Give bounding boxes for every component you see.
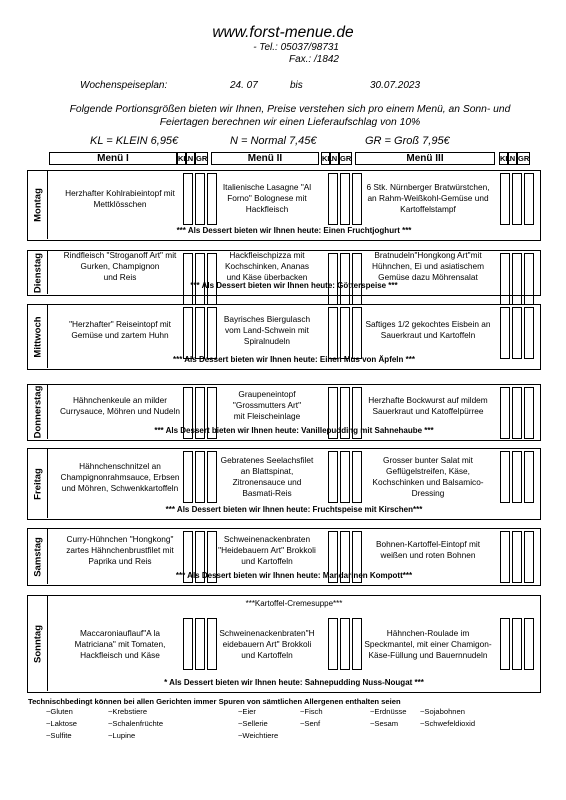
menu-1-dish <box>52 251 188 281</box>
order-box-n[interactable] <box>340 451 350 503</box>
dessert-line: * Als Dessert bieten wir Ihnen heute: Sahnepudding Nuss-Nougat *** <box>164 678 424 687</box>
order-box-n[interactable] <box>512 451 522 503</box>
header-gr-2: GR <box>340 154 352 163</box>
order-boxes-menu-3 <box>500 618 536 670</box>
dish-text: Herzhafter Kohlrabieintopf mit Mettklösschen <box>65 187 175 209</box>
order-box-kl[interactable] <box>183 451 193 503</box>
dish-text: Hackfleischpizza mit Kochschinken, Ananas und Käse überbacken <box>225 249 309 282</box>
menu-2-dish <box>202 449 332 505</box>
day-block-mittwoch <box>27 304 541 370</box>
allergen-item: ~Weichtiere <box>238 731 279 740</box>
website-title: www.forst-menue.de <box>212 24 354 41</box>
order-box-n[interactable] <box>340 253 350 305</box>
order-box-n[interactable] <box>340 307 350 359</box>
day-name: Freitag <box>32 467 43 500</box>
order-box-gr[interactable] <box>524 253 534 305</box>
header-menu-1: Menü I <box>49 152 177 165</box>
menu-3-dish <box>350 529 506 571</box>
header-menu-3: Menü III <box>355 152 495 165</box>
order-box-n[interactable] <box>512 618 522 670</box>
order-box-gr[interactable] <box>524 307 534 359</box>
date-to: 30.07.2023 <box>370 80 421 91</box>
header-menu-2: Menü II <box>211 152 319 165</box>
day-block-montag <box>27 170 541 241</box>
dessert-line: *** Als Dessert bieten wir Ihnen heute: Einen Fruchtjoghurt *** <box>176 226 412 235</box>
dish-text: 6 Stk. Nürnberger Bratwürstchen, an Rahm-Weißkohl-Gemüse und Kartoffelstampf <box>366 182 490 214</box>
order-box-kl[interactable] <box>183 173 193 225</box>
allergen-item: ~Laktose <box>46 719 78 728</box>
dish-text: Bratnudeln"Hongkong Art"mit Hühnchen, Ei und asiatischem Gemüse dazu Möhrensalat <box>371 249 485 282</box>
allergen-item: ~Gluten <box>46 707 73 716</box>
order-boxes-menu-3 <box>500 307 536 359</box>
dish-text: Bayrisches Biergulasch vom Land-Schwein mit Spiralnudeln <box>223 313 311 346</box>
day-label <box>28 529 48 584</box>
allergen-item: ~Fisch <box>300 707 323 716</box>
size-normal: N = Normal 7,45€ <box>230 135 317 147</box>
day-name: Sonntag <box>32 624 43 663</box>
menu-2-dish <box>202 251 332 281</box>
allergen-item: ~Sellerie <box>238 719 268 728</box>
menu-2-dish <box>202 171 332 226</box>
order-box-kl[interactable] <box>183 253 193 305</box>
order-boxes-menu-3 <box>500 173 536 225</box>
date-separator: bis <box>290 80 303 91</box>
dish-text: Grosser bunter Salat mit Geflügelstreifen, Käse, Kochschinken und Balsamico- Dressing <box>372 455 484 498</box>
menu-3-dish <box>350 449 506 505</box>
day-name: Donnerstag <box>32 385 43 439</box>
soup-of-day: ***Kartoffel-Cremesuppe*** <box>245 599 343 608</box>
day-block-sonntag <box>27 595 541 693</box>
order-box-kl[interactable] <box>500 618 510 670</box>
allergen-item: ~Schwefeldioxid <box>420 719 476 728</box>
menu-2-dish <box>202 385 332 426</box>
order-box-kl[interactable] <box>500 253 510 305</box>
allergen-item: ~Lupine <box>108 731 136 740</box>
menu-1-dish <box>52 171 188 226</box>
dish-text: Herzhafte Bockwurst auf mildem Sauerkraut und Katoffelpürree <box>368 394 488 416</box>
order-box-n[interactable] <box>340 173 350 225</box>
allergen-item: ~Eier <box>238 707 256 716</box>
header-n-3: N <box>509 154 516 163</box>
allergen-item: ~Schalenfrüchte <box>108 719 164 728</box>
header-kl-1: KL <box>178 154 188 163</box>
dessert-line: *** Als Dessert bieten wir Ihnen heute: Götterspeise *** <box>190 281 398 290</box>
dish-text: Rindfleisch "Stroganoff Art" mit Gurken, Champignon und Reis <box>63 249 177 282</box>
order-box-kl[interactable] <box>328 307 338 359</box>
order-box-kl[interactable] <box>328 253 338 305</box>
order-box-gr[interactable] <box>524 618 534 670</box>
size-gr: GR = Groß 7,95€ <box>365 135 450 147</box>
dish-text: Graupeneintopf "Grossmutters Art" mit Fleischeinlage <box>232 389 302 421</box>
intro-line-1: Folgende Portionsgrößen bieten wir Ihnen, Preise verstehen sich pro einem Menü, an Sonn- und <box>69 104 511 115</box>
header-kl-2: KL <box>322 154 332 163</box>
day-name: Dienstag <box>32 252 43 293</box>
day-block-samstag <box>27 528 541 586</box>
dessert-line: *** Als Dessert bieten wir Ihnen heute: Einen Mus von Äpfeln *** <box>173 355 415 364</box>
menu-1-dish <box>52 529 188 571</box>
day-label <box>28 449 48 518</box>
day-name: Samstag <box>32 536 43 577</box>
allergen-item: ~Sesam <box>370 719 399 728</box>
order-box-n[interactable] <box>340 618 350 670</box>
dish-text: Saftiges 1/2 gekochtes Eisbein an Sauerkraut und Kartoffeln <box>365 319 491 340</box>
menu-3-dish <box>350 171 506 226</box>
order-box-gr[interactable] <box>524 173 534 225</box>
order-boxes-menu-3 <box>500 253 536 305</box>
dessert-line: *** Als Dessert bieten wir Ihnen heute: Vanillepudding mit Sahnehaube *** <box>154 426 434 435</box>
dish-text: Maccaroniauflauf"A la Matriciana" mit Tomaten, Hackfleisch und Käse <box>74 627 166 660</box>
dish-text: Curry-Hühnchen "Hongkong" zartes Hähnchenbrustfilet mit Paprika und Reis <box>66 533 174 566</box>
header-gr-3: GR <box>518 154 530 163</box>
dish-text: Bohnen-Kartoffel-Eintopf mit weißen und roten Bohnen <box>375 539 481 560</box>
day-name: Montag <box>32 188 43 222</box>
dish-text: Schweinenackenbraten "Heidebauern Art" Brokkoli und Kartoffeln <box>218 533 316 566</box>
dish-text: Schweinenackenbraten"H eidebauern Art" Brokkoli und Kartoffeln <box>219 627 315 660</box>
dessert-line: *** Als Dessert bieten wir Ihnen heute: Mandarinen Kompott*** <box>175 571 413 580</box>
menu-2-dish <box>202 529 332 571</box>
date-from: 24. 07 <box>230 80 258 91</box>
menu-3-dish <box>350 385 506 426</box>
contact-info <box>243 42 339 66</box>
order-box-n[interactable] <box>512 173 522 225</box>
order-box-kl[interactable] <box>500 307 510 359</box>
header-n-2: N <box>331 154 338 163</box>
allergen-item: ~Sulfite <box>46 731 72 740</box>
phone-number: - Tel.: 05037/98731 <box>253 42 339 53</box>
day-name: Mittwoch <box>32 315 43 358</box>
plan-label: Wochenspeiseplan: <box>80 80 168 91</box>
header-gr-1: GR <box>196 154 208 163</box>
menu-1-dish <box>52 610 188 678</box>
allergen-item: ~Krebstiere <box>108 707 148 716</box>
day-label <box>28 385 48 439</box>
menu-1-dish <box>52 385 188 426</box>
allergen-note: Technischbedingt können bei allen Gerichten immer Spuren von sämtlichen Allergenen enthalten seien <box>28 697 401 706</box>
intro-line-2: Feiertagen berechnen wir einen Lieferaufschlag von 10% <box>159 117 421 128</box>
dish-text: "Herzhafter" Reiseintopf mit Gemüse und zartem Huhn <box>69 319 171 340</box>
order-boxes-menu-3 <box>500 451 536 503</box>
dish-text: Italienische Lasagne "Al Forno" Bolognese mit Hackfleisch <box>222 182 312 214</box>
intro-text <box>40 103 540 129</box>
menu-3-dish <box>350 305 506 355</box>
order-box-gr[interactable] <box>524 451 534 503</box>
dish-text: Hähnchenschnitzel an Champignonrahmsauce, Erbsen und Möhren, Schwenkkartoffeln <box>60 460 180 493</box>
order-box-kl[interactable] <box>500 173 510 225</box>
header-kl-3: KL <box>500 154 510 163</box>
allergen-item: ~Erdnüsse <box>370 707 407 716</box>
order-box-n[interactable] <box>512 253 522 305</box>
fax-number: Fax.: /1842 <box>288 54 339 65</box>
header-n-1: N <box>187 154 194 163</box>
day-label <box>28 596 48 691</box>
allergen-item: ~Sojabohnen <box>420 707 465 716</box>
dish-text: Hähnchenkeule an milder Currysauce, Möhren und Nudeln <box>60 394 180 416</box>
day-label <box>28 171 48 239</box>
dish-text: Gebratenes Seelachsfilet an Blattspinat, Zitronensauce und Basmati-Reis <box>220 455 314 498</box>
menu-1-dish <box>52 305 188 355</box>
order-box-kl[interactable] <box>328 451 338 503</box>
menu-2-dish <box>202 305 332 355</box>
menu-3-dish <box>350 610 506 678</box>
order-box-kl[interactable] <box>183 307 193 359</box>
size-kl: KL = KLEIN 6,95€ <box>90 135 179 147</box>
menu-1-dish <box>52 449 188 505</box>
order-box-kl[interactable] <box>328 618 338 670</box>
day-block-donnerstag <box>27 384 541 441</box>
dessert-line: *** Als Dessert bieten wir Ihnen heute: Fruchtspeise mit Kirschen*** <box>165 505 423 514</box>
menu-3-dish <box>350 251 506 281</box>
dish-text: Hähnchen-Roulade im Speckmantel, mit einer Chamigon- Käse-Füllung und Bauernnudeln <box>364 627 492 660</box>
order-box-kl[interactable] <box>328 173 338 225</box>
menu-2-dish <box>202 610 332 678</box>
day-label <box>28 305 48 368</box>
allergen-item: ~Senf <box>300 719 321 728</box>
day-label <box>28 251 48 294</box>
order-box-kl[interactable] <box>183 618 193 670</box>
order-box-n[interactable] <box>512 307 522 359</box>
day-block-dienstag <box>27 250 541 296</box>
order-box-kl[interactable] <box>500 451 510 503</box>
day-block-freitag <box>27 448 541 520</box>
